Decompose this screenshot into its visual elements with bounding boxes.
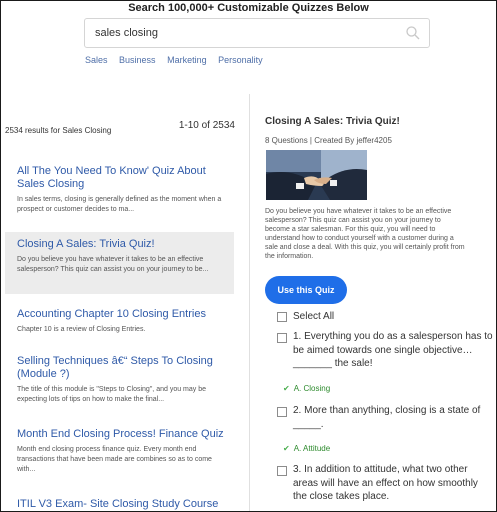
result-description: In sales terms, closing is generally defined as the moment when a prospect or customer decides to ma... (17, 196, 222, 213)
select-all-checkbox[interactable] (277, 312, 287, 322)
search-input[interactable] (84, 18, 430, 48)
quiz-title: Closing A Sales: Trivia Quiz! (265, 116, 400, 127)
result-description: Do you believe you have whatever it takes to be an effective salesperson? This quiz can assist you on your journey to be... (17, 256, 209, 273)
list-item[interactable] (5, 428, 234, 475)
tag-personality[interactable]: Personality (218, 55, 263, 65)
quiz-description: Do you believe you have whatever it takes to be an effective salesperson? This quiz can assist you on your journey to become a star salesman. For this quiz, you will need to understand how to conduct yourself with a customer during a sale and close a deal. With this quiz, you will certainly profit from the information. (265, 208, 465, 260)
list-item[interactable] (5, 355, 234, 405)
result-description: Chapter 10 is a review of Closing Entries. (17, 326, 146, 333)
list-item[interactable] (5, 308, 234, 335)
page-title: Search 100,000+ Customizable Quizzes Below (128, 2, 369, 14)
answer-row (283, 384, 330, 393)
question-text: 3. In addition to attitude, what two other areas will have an effect on how smoothly the close takes place. (293, 464, 478, 502)
result-title[interactable]: All The You Need To Know' Quiz About Sales Closing (17, 165, 206, 190)
question-text: 2. More than anything, closing is a state of _____. (293, 405, 481, 430)
tag-marketing[interactable]: Marketing (167, 55, 207, 65)
results-count: 2534 results for Sales Closing (5, 126, 112, 135)
select-all-label[interactable]: Select All (293, 311, 335, 322)
question-checkbox[interactable] (277, 466, 287, 476)
result-title[interactable]: Selling Techniques â€“ Steps To Closing (Module ?) (17, 355, 213, 380)
result-title[interactable]: Accounting Chapter 10 Closing Entries (17, 308, 206, 320)
quiz-cover-image (266, 150, 367, 200)
check-icon: ✔ (283, 444, 290, 453)
question-checkbox[interactable] (277, 407, 287, 417)
answer-text: A. Closing (293, 384, 331, 393)
answer-row (283, 444, 330, 453)
list-item[interactable] (5, 498, 234, 511)
list-item[interactable] (5, 165, 234, 215)
search-icon[interactable] (405, 25, 421, 41)
result-title[interactable]: Month End Closing Process! Finance Quiz (17, 428, 224, 440)
quiz-detail-panel (255, 94, 495, 511)
tag-sales[interactable]: Sales (85, 55, 108, 65)
list-item-active[interactable] (5, 232, 234, 294)
quiz-meta: 8 Questions | Created By jeffer4205 (265, 136, 392, 145)
check-icon: ✔ (283, 384, 290, 393)
answer-text: A. Attitude (293, 444, 331, 453)
use-quiz-button[interactable]: Use this Quiz (265, 276, 347, 304)
search-input-value[interactable]: sales closing (95, 27, 158, 39)
result-title[interactable]: ITIL V3 Exam- Site Closing Study Course (17, 498, 219, 510)
pagination-label: 1-10 of 2534 (178, 120, 235, 131)
result-description: The title of this module is "Steps to Closing", and you may be expecting lots of tips on how to make the final... (17, 386, 207, 403)
tag-links (85, 55, 272, 65)
question-text: 1. Everything you do as a salesperson has to be aimed towards one single objective… _______ the sale! (293, 331, 493, 369)
result-description: Month end closing process finance quiz. Every month end transactions that have been made are combines so as to come with... (17, 446, 212, 473)
result-title[interactable]: Closing A Sales: Trivia Quiz! (17, 238, 155, 250)
results-panel (1, 94, 250, 511)
tag-business[interactable]: Business (119, 55, 156, 65)
question-checkbox[interactable] (277, 333, 287, 343)
